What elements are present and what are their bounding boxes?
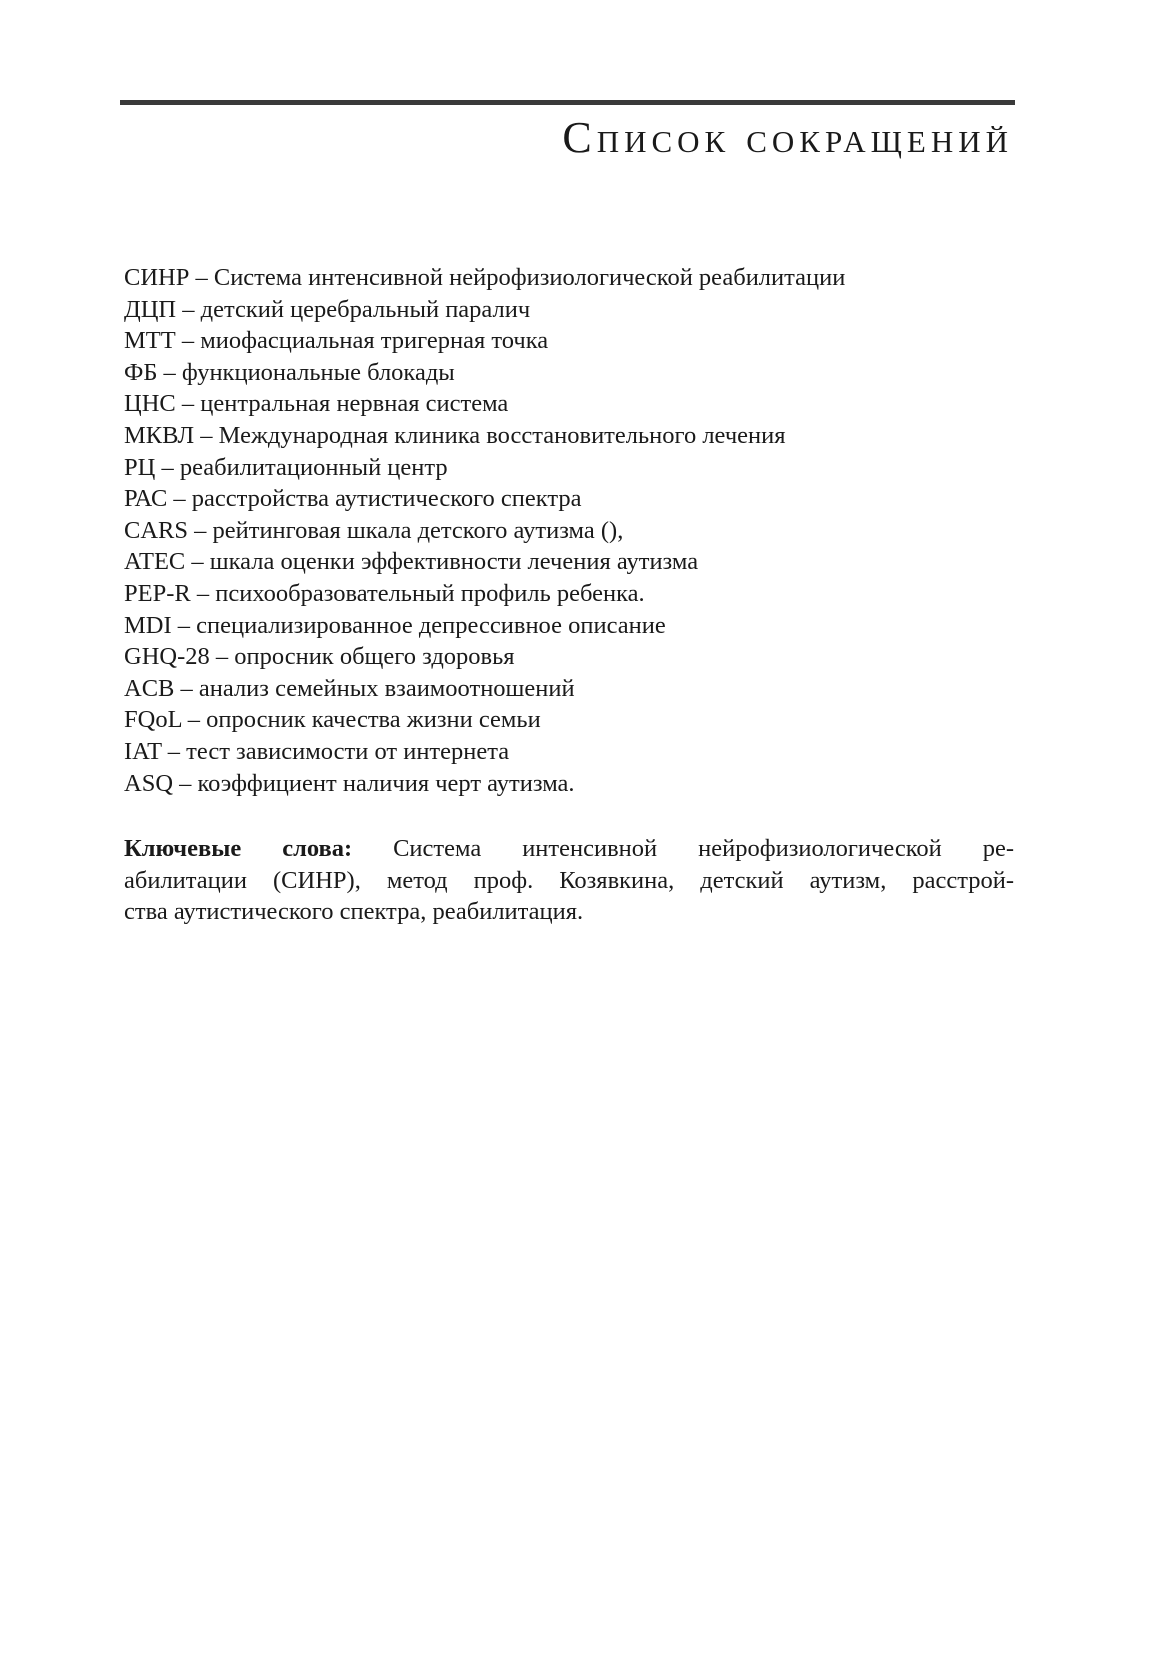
abbreviation-item: РЦ – реабилитационный центр: [124, 453, 448, 481]
abbreviation-item: ACB – анализ семейных взаимоотношений: [124, 674, 575, 702]
abbreviation-item: ASQ – коэффициент наличия черт аутизма.: [124, 769, 575, 797]
keywords-line: абилитации (СИНР), метод проф. Козявкина, детский аутизм, расстрой-: [124, 866, 1014, 894]
header-rule: [120, 100, 1015, 105]
abbreviation-item: ATEC – шкала оценки эффективности лечения аутизма: [124, 548, 699, 576]
abbreviation-item: FQoL – опросник качества жизни семьи: [124, 706, 541, 734]
keywords-paragraph: [124, 833, 1014, 928]
keywords-line: ства аутистического спектра, реабилитация.: [124, 898, 584, 926]
abbreviation-item: ФБ – функциональные блокады: [124, 358, 455, 386]
page-title: Список сокращений: [562, 113, 1013, 162]
abbreviation-item: МКВЛ – Международная клиника восстановительного лечения: [124, 421, 786, 449]
keywords-text: Система интенсивной нейрофизиологической ре-: [393, 835, 1015, 862]
abbreviation-item: MDI – специализированное депрессивное описание: [124, 611, 666, 639]
abbreviation-item: GHQ-28 – опросник общего здоровья: [124, 643, 515, 671]
abbreviation-item: СИНР – Система интенсивной нейрофизиологической реабилитации: [124, 264, 846, 291]
abbreviation-list: [124, 262, 1014, 799]
abbreviation-item: МТТ – миофасциальная тригерная точка: [124, 327, 549, 355]
abbreviation-item: ДЦП – детский церебральный паралич: [124, 295, 531, 323]
abbreviation-item: CARS – рейтинговая шкала детского аутизма (),: [124, 516, 624, 544]
keywords-line: [124, 833, 1014, 865]
keywords-label: Ключевые слова:: [124, 835, 353, 862]
abbreviation-item: ЦНС – центральная нервная система: [124, 390, 509, 418]
abbreviation-item: РАС – расстройства аутистического спектра: [124, 485, 582, 513]
abbreviation-item: PEP-R – психообразовательный профиль ребенка.: [124, 579, 645, 607]
abbreviation-item: IAT – тест зависимости от интернета: [124, 737, 510, 765]
